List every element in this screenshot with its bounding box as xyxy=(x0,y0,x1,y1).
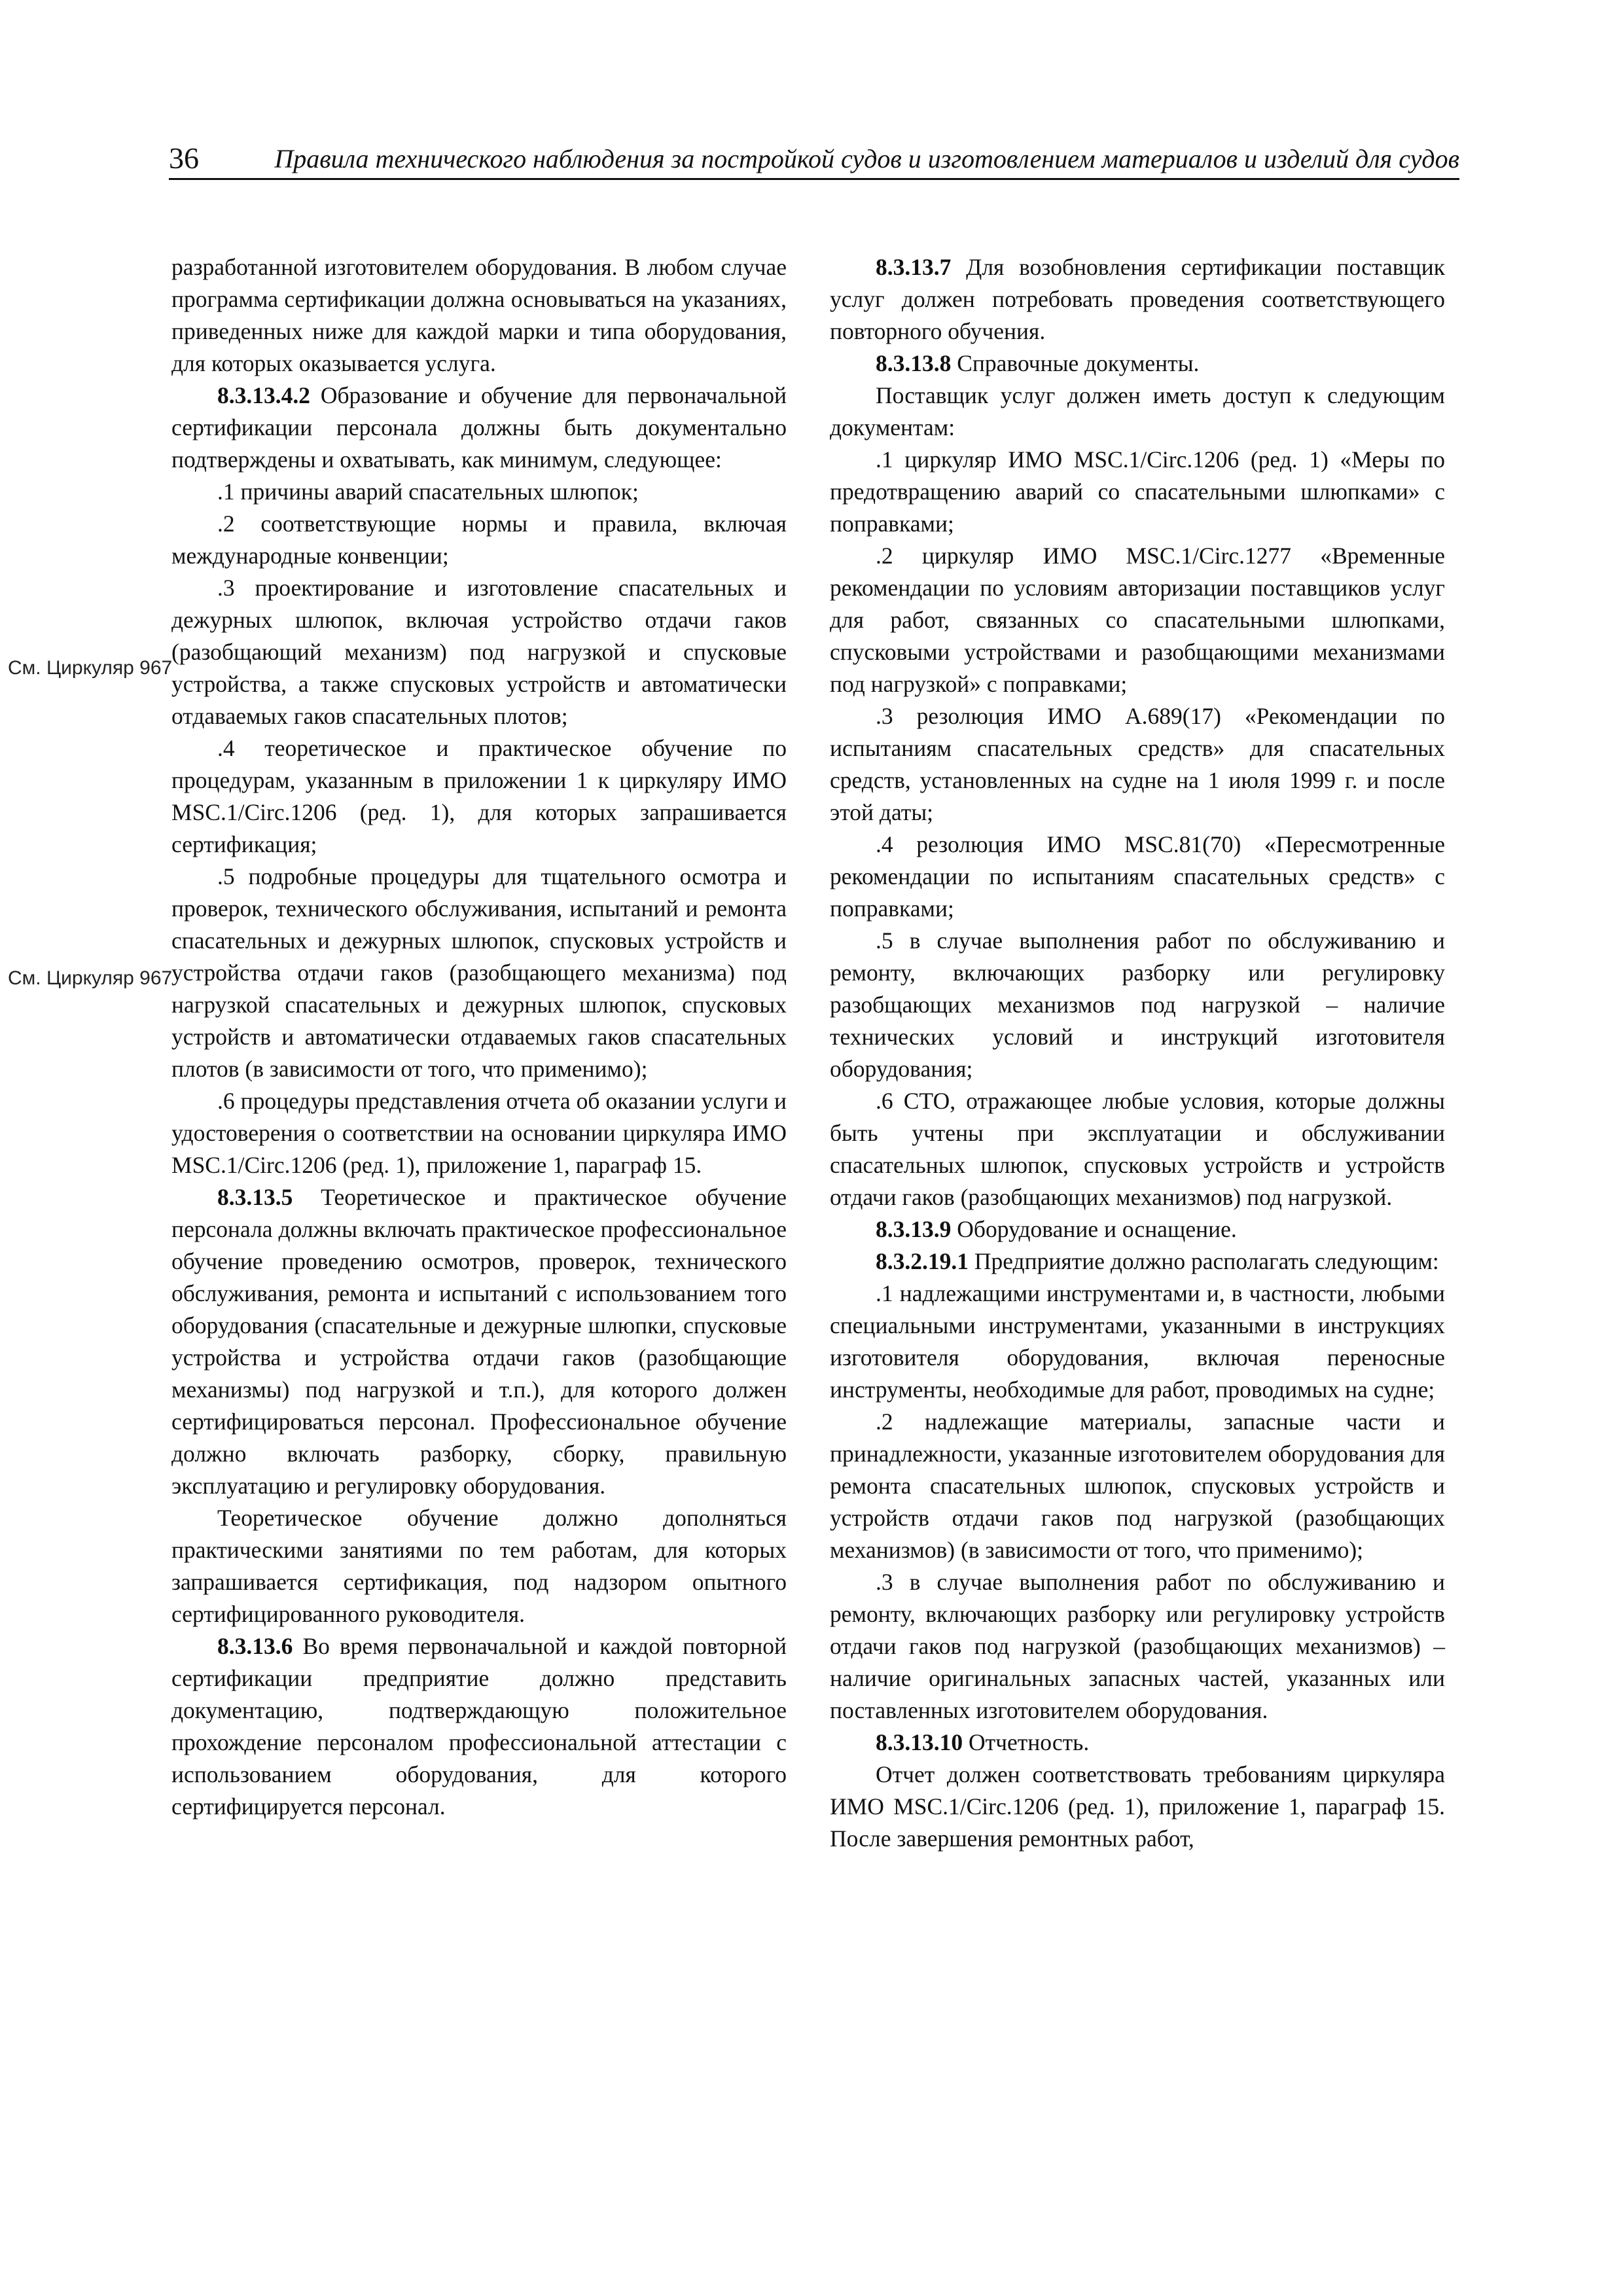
paragraph-text: .6 СТО, отражающее любые условия, которые должны быть учтены при эксплуатации и обслуживании спасательных шлюпок, спусковых устройств и устройств отдачи гаков (разобщающих механизмов) под нагрузкой. xyxy=(830,1088,1445,1210)
paragraph xyxy=(830,925,1445,1085)
paragraph-text: .2 надлежащие материалы, запасные части и принадлежности, указанные изготовителем оборудования для ремонта спасательных шлюпок, спусковых устройств и устройств отдачи гаков под нагрузкой (разобщающих механизмов) (в зависимости от того, что применимо); xyxy=(830,1408,1445,1563)
paragraph-text: .2 соответствующие нормы и правила, включая международные конвенции; xyxy=(171,511,787,569)
paragraph-text: Теоретическое и практическое обучение персонала должны включать практическое профессиональное обучение проведению осмотров, проверок, технического обслуживания, ремонта и испытаний с использованием того оборудования (спасательные и дежурные шлюпки, спусковые устройства и устройства отдачи гаков (разобщающие механизмы) под нагрузкой и т.п.), для которого должен сертифицироваться персонал. Профессиональное обучение должно включать разборку, сборку, правильную эксплуатацию и регулировку оборудования. xyxy=(171,1184,787,1499)
paragraph xyxy=(830,1727,1445,1759)
paragraph xyxy=(171,380,787,476)
paragraph xyxy=(171,1630,787,1823)
paragraph-text: Предприятие должно располагать следующим: xyxy=(969,1248,1439,1274)
paragraph-text: Образование и обучение для первоначальной сертификации персонала должны быть документально подтверждены и охватывать, как минимум, следующее: xyxy=(171,382,787,473)
paragraph xyxy=(171,1502,787,1630)
paragraph xyxy=(171,251,787,380)
paragraph xyxy=(171,732,787,861)
section-number: 8.3.13.4.2 xyxy=(217,382,310,408)
paragraph-text: Отчетность. xyxy=(963,1729,1090,1755)
paragraph xyxy=(830,540,1445,700)
paragraph xyxy=(830,380,1445,444)
paragraph xyxy=(830,1759,1445,1855)
paragraph-text: .5 в случае выполнения работ по обслуживанию и ремонту, включающих разборку или регулировку разобщающих механизмов под нагрузкой – наличие технических условий и инструкций изготовителя оборудования; xyxy=(830,927,1445,1082)
paragraph-text: разработанной изготовителем оборудования. В любом случае программа сертификации должна основываться на указаниях, приведенных ниже для каждой марки и типа оборудования, для которых оказывается услуга. xyxy=(171,254,787,376)
paragraph xyxy=(830,348,1445,380)
section-number: 8.3.13.7 xyxy=(876,254,952,280)
page-number: 36 xyxy=(169,141,199,175)
paragraph-text: .2 циркуляр ИМО MSC.1/Circ.1277 «Временные рекомендации по условиям авторизации поставщиков услуг для работ, связанных со спасательными шлюпками, спусковыми устройствами и разобщающими механизмами под нагрузкой» с поправками; xyxy=(830,543,1445,697)
margin-note: См. Циркуляр 967 xyxy=(8,967,173,989)
paragraph-text: Оборудование и оснащение. xyxy=(951,1216,1237,1242)
left-text-column xyxy=(171,251,787,1823)
paragraph-text: .4 резолюция ИМО MSC.81(70) «Пересмотренные рекомендации по испытаниям спасательных средств» с поправками; xyxy=(830,831,1445,922)
section-number: 8.3.13.10 xyxy=(876,1729,963,1755)
paragraph-text: .1 циркуляр ИМО MSC.1/Circ.1206 (ред. 1) «Меры по предотвращению аварий со спасательными шлюпками» с поправками; xyxy=(830,446,1445,537)
paragraph-text: .6 процедуры представления отчета об оказании услуги и удостоверения о соответствии на основании циркуляра ИМО MSC.1/Circ.1206 (ред. 1), приложение 1, параграф 15. xyxy=(171,1088,787,1178)
right-text-column xyxy=(830,251,1445,1855)
paragraph xyxy=(830,700,1445,829)
paragraph-text: .3 проектирование и изготовление спасательных и дежурных шлюпок, включая устройство отдачи гаков (разобщающий механизм) под нагрузкой и спусковые устройства, а также спусковых устройств и автоматически отдаваемых гаков спасательных плотов; xyxy=(171,575,787,729)
paragraph xyxy=(171,861,787,1085)
section-number: 8.3.13.9 xyxy=(876,1216,952,1242)
running-title: Правила технического наблюдения за постройкой судов и изготовлением материалов и изделий для судов xyxy=(274,144,1459,173)
paragraph-text: .1 надлежащими инструментами и, в частности, любыми специальными инструментами, указанными в инструкциях изготовителя оборудования, включая переносные инструменты, необходимые для работ, проводимых на судне; xyxy=(830,1280,1445,1403)
paragraph xyxy=(830,1213,1445,1246)
margin-note: См. Циркуляр 967 xyxy=(8,657,173,679)
paragraph xyxy=(830,1406,1445,1566)
section-number: 8.3.2.19.1 xyxy=(876,1248,969,1274)
paragraph xyxy=(171,1085,787,1181)
paragraph xyxy=(830,1566,1445,1727)
paragraph xyxy=(830,1085,1445,1213)
paragraph xyxy=(830,1278,1445,1406)
paragraph-text: Справочные документы. xyxy=(951,350,1200,376)
section-number: 8.3.13.5 xyxy=(217,1184,293,1210)
paragraph xyxy=(171,572,787,732)
paragraph-text: .3 резолюция ИМО A.689(17) «Рекомендации по испытаниям спасательных средств» для спасательных средств, установленных на судне на 1 июля 1999 г. и после этой даты; xyxy=(830,703,1445,825)
section-number: 8.3.13.6 xyxy=(217,1633,293,1659)
paragraph xyxy=(830,1246,1445,1278)
paragraph-text: Отчет должен соответствовать требованиям циркуляра ИМО MSC.1/Circ.1206 (ред. 1), приложение 1, параграф 15. После завершения ремонтных работ, xyxy=(830,1761,1445,1852)
paragraph-text: .3 в случае выполнения работ по обслуживанию и ремонту, включающих разборку или регулировку устройств отдачи гаков под нагрузкой (разобщающих механизмов) – наличие оригинальных запасных частей, указанных или поставленных изготовителем оборудования. xyxy=(830,1569,1445,1723)
paragraph-text: Во время первоначальной и каждой повторной сертификации предприятие должно представить документацию, подтверждающую положительное прохождение персоналом профессиональной аттестации с использованием оборудования, для которого сертифицируется персонал. xyxy=(171,1633,787,1820)
paragraph-text: Поставщик услуг должен иметь доступ к следующим документам: xyxy=(830,382,1445,440)
paragraph xyxy=(830,251,1445,348)
page-header xyxy=(169,139,1459,180)
paragraph-text: .5 подробные процедуры для тщательного осмотра и проверок, технического обслуживания, испытаний и ремонта спасательных и дежурных шлюпок, спусковых устройств и устройства отдачи гаков (разобщающего механизма) под нагрузкой спасательных и дежурных шлюпок, спусковых устройств и автоматически отдаваемых гаков спасательных плотов (в зависимости от того, что применимо); xyxy=(171,863,787,1082)
paragraph xyxy=(171,1181,787,1502)
paragraph-text: .4 теоретическое и практическое обучение по процедурам, указанным в приложении 1 к циркуляру ИМО MSC.1/Circ.1206 (ред. 1), для которых запрашивается сертификация; xyxy=(171,735,787,857)
paragraph xyxy=(171,476,787,508)
paragraph xyxy=(830,829,1445,925)
paragraph-text: .1 причины аварий спасательных шлюпок; xyxy=(217,478,639,505)
paragraph-text: Теоретическое обучение должно дополняться практическими занятиями по тем работам, для которых запрашивается сертификация, под надзором опытного сертифицированного руководителя. xyxy=(171,1505,787,1627)
paragraph xyxy=(830,444,1445,540)
section-number: 8.3.13.8 xyxy=(876,350,952,376)
paragraph-text: Для возобновления сертификации поставщик услуг должен потребовать проведения соответствующего повторного обучения. xyxy=(830,254,1445,344)
paragraph xyxy=(171,508,787,572)
